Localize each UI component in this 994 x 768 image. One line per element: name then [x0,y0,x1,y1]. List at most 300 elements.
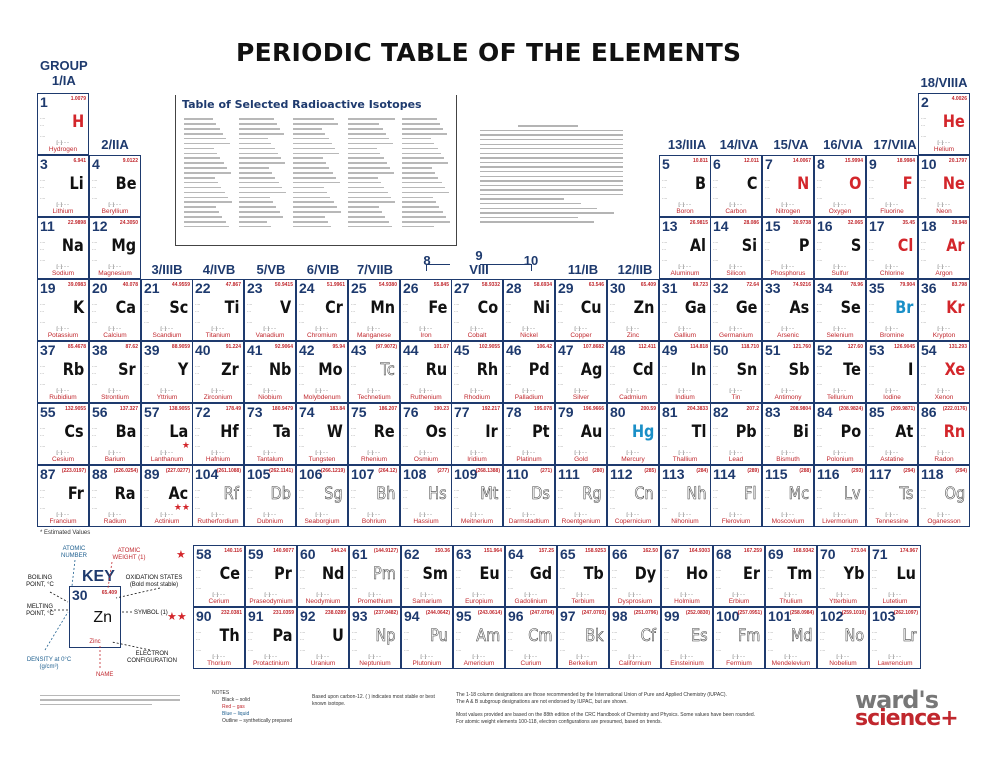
atomic-number: 95 [456,608,472,624]
element-cell-mo[interactable] [296,341,348,403]
element-cell-se[interactable] [814,279,866,341]
element-cell-cm[interactable] [505,607,557,669]
atomic-weight: 158.9253 [585,548,606,554]
element-cell-bi[interactable] [762,403,814,465]
element-cell-in[interactable] [659,341,711,403]
boiling-point: ···· [92,426,98,431]
element-cell-sn[interactable] [710,341,762,403]
element-cell-sb[interactable] [762,341,814,403]
element-cell-mt[interactable] [451,465,503,527]
density: ···· [610,444,616,449]
element-cell-la[interactable] [141,403,193,465]
element-symbol: Na [62,236,84,256]
isotope-row [293,192,327,194]
atomic-number: 4 [92,156,100,172]
element-symbol: P [798,236,809,256]
atomic-weight: 164.9303 [689,548,710,554]
element-cell-no[interactable] [817,607,869,669]
element-cell-be[interactable] [89,155,141,217]
element-symbol: O [848,174,861,194]
atomic-number: 107 [351,466,375,482]
element-name: Cadmium [619,394,647,401]
element-cell-p[interactable] [762,217,814,279]
atomic-number: 102 [820,608,844,624]
element-cell-k[interactable] [37,279,89,341]
element-cell-sr[interactable] [89,341,141,403]
estimated-values-note: * Estimated Values [40,530,91,536]
melting-point: ··· [921,309,925,314]
atomic-number: 49 [662,342,678,358]
element-cell-bk[interactable] [557,607,609,669]
boiling-point: ···· [765,240,771,245]
atomic-number: 1 [40,94,48,110]
atomic-weight: (262.1097) [893,610,918,616]
element-cell-ra[interactable] [89,465,141,527]
density: ···· [664,648,670,653]
element-cell-ne[interactable] [918,155,970,217]
element-name: Lithium [52,208,74,215]
element-cell-gd[interactable] [505,545,557,607]
element-cell-ts[interactable] [866,465,918,527]
atomic-weight: 231.0359 [273,610,294,616]
atomic-weight: (226.0254) [113,468,138,474]
element-cell-li[interactable] [37,155,89,217]
isotope-column [348,115,396,241]
density: ···· [196,586,202,591]
element-cell-lr[interactable] [869,607,921,669]
electron-configuration: [··]····· [470,388,484,393]
element-cell-ho[interactable] [661,545,713,607]
boiling-point: ···· [765,178,771,183]
atomic-weight: 18.9984 [896,158,915,164]
element-name: Vanadium [255,332,285,339]
atomic-number: 41 [247,342,263,358]
electron-configuration: [··]····· [833,264,847,269]
element-cell-db[interactable] [244,465,296,527]
element-cell-hs[interactable] [400,465,452,527]
boiling-point: ···· [872,568,878,573]
atomic-weight: (262.1141) [269,468,293,474]
element-cell-fl[interactable] [710,465,762,527]
atomic-weight: 91.224 [225,344,241,350]
density: ···· [454,382,460,387]
element-cell-ga[interactable] [659,279,711,341]
element-symbol: Pu [430,626,448,646]
element-cell-mn[interactable] [348,279,400,341]
melting-point: ··· [456,637,460,642]
isotope-row [402,187,445,189]
group-label: VIII [469,262,489,277]
electron-configuration: [··]····· [626,512,640,517]
element-name: Chlorine [879,270,905,277]
element-symbol: Bk [585,626,604,646]
element-name: Molybdenum [303,394,341,401]
element-cell-lv[interactable] [814,465,866,527]
element-cell-nb[interactable] [244,341,296,403]
element-cell-pm[interactable] [349,545,401,607]
element-cell-he[interactable] [918,93,970,155]
atomic-weight: 79.904 [899,282,915,288]
element-cell-lu[interactable] [869,545,921,607]
element-name: Plutonium [412,660,442,667]
element-cell-zr[interactable] [192,341,244,403]
melting-point: ··· [299,309,303,314]
group-label: 6/VIB [306,262,340,277]
melting-point: ··· [765,433,769,438]
boiling-point: ···· [195,426,201,431]
atomic-number: 87 [40,466,56,482]
element-cell-yb[interactable] [817,545,869,607]
boiling-point: ···· [299,364,305,369]
element-cell-ru[interactable] [400,341,452,403]
electron-configuration: [··]····· [937,326,951,331]
isotope-row [348,177,378,179]
element-cell-ac[interactable] [141,465,193,527]
element-cell-cf[interactable] [609,607,661,669]
isotope-row [293,167,329,169]
element-symbol: Fl [744,484,757,504]
boiling-point: ···· [921,116,927,121]
element-cell-cn[interactable] [607,465,659,527]
element-cell-zn[interactable] [607,279,659,341]
melting-point: ··· [817,371,821,376]
element-cell-ba[interactable] [89,403,141,465]
melting-point: ··· [144,433,148,438]
element-cell-mg[interactable] [89,217,141,279]
electron-configuration: [··]····· [211,512,225,517]
element-symbol: In [690,360,706,380]
element-symbol: Lv [844,484,861,504]
element-cell-ca[interactable] [89,279,141,341]
atomic-number: 28 [506,280,522,296]
boiling-point: ···· [558,488,564,493]
melting-point: ··· [921,185,925,190]
element-symbol: Au [580,422,602,442]
element-cell-mc[interactable] [762,465,814,527]
atomic-number: 103 [872,608,896,624]
melting-point: ··· [921,495,925,500]
atomic-number: 97 [560,608,576,624]
atomic-number: 116 [817,466,840,482]
element-cell-ds[interactable] [503,465,555,527]
element-cell-fm[interactable] [713,607,765,669]
element-cell-th[interactable] [193,607,245,669]
element-cell-cu[interactable] [555,279,607,341]
density: ···· [817,320,823,325]
isotope-column [293,115,341,241]
element-cell-o[interactable] [814,155,866,217]
isotope-row [239,182,279,184]
atomic-number: 56 [92,404,108,420]
element-name: Potassium [47,332,79,339]
melting-point: ··· [872,575,876,580]
element-cell-pa[interactable] [245,607,297,669]
element-cell-np[interactable] [349,607,401,669]
element-cell-ar[interactable] [918,217,970,279]
boiling-point: ···· [352,568,358,573]
element-cell-cr[interactable] [296,279,348,341]
element-cell-tm[interactable] [765,545,817,607]
element-cell-cd[interactable] [607,341,659,403]
melting-point: ··· [713,371,717,376]
atomic-number: 67 [664,546,680,562]
element-name: Moscovium [771,518,805,525]
electron-configuration: [··]····· [781,202,795,207]
atomic-weight: 137.327 [119,406,138,412]
element-name: Phosphorus [770,270,806,277]
key-symbol: Zn [93,609,112,626]
isotope-row [348,201,395,203]
boiling-point: ···· [92,302,98,307]
isotope-row [184,187,221,189]
element-cell-cl[interactable] [866,217,918,279]
electron-configuration: [··]····· [108,450,122,455]
element-cell-nh[interactable] [659,465,711,527]
element-symbol: Ra [115,484,136,504]
boiling-point: ···· [612,568,618,573]
element-cell-cs[interactable] [37,403,89,465]
notes-line [480,198,564,199]
element-cell-na[interactable] [37,217,89,279]
atomic-number: 104 [195,466,219,482]
element-name: Krypton [932,332,956,339]
element-cell-eu[interactable] [453,545,505,607]
isotope-row [239,167,269,169]
element-cell-w[interactable] [296,403,348,465]
isotope-row [184,138,226,140]
element-cell-as[interactable] [762,279,814,341]
element-cell-br[interactable] [866,279,918,341]
atomic-weight: 40.078 [122,282,138,288]
element-cell-te[interactable] [814,341,866,403]
electron-configuration: [··]····· [833,202,847,207]
electron-configuration: [··]····· [729,450,743,455]
electron-configuration: [··]····· [368,654,382,659]
element-cell-f[interactable] [866,155,918,217]
element-symbol: Ca [115,298,136,318]
atomic-number: 98 [612,608,628,624]
element-cell-sg[interactable] [296,465,348,527]
melting-point: ··· [817,247,821,252]
element-name: Silver [572,394,590,401]
density: ···· [40,258,46,263]
element-cell-er[interactable] [713,545,765,607]
isotope-row [239,211,280,213]
isotope-row [402,128,443,130]
element-cell-bh[interactable] [348,465,400,527]
element-name: Zinc [626,332,640,339]
element-cell-c[interactable] [710,155,762,217]
element-cell-pb[interactable] [710,403,762,465]
element-cell-fr[interactable] [37,465,89,527]
element-cell-b[interactable] [659,155,711,217]
element-symbol: Db [270,484,291,504]
element-cell-h[interactable] [37,93,89,155]
boiling-point: ···· [765,302,771,307]
density: ···· [558,444,564,449]
element-cell-re[interactable] [348,403,400,465]
element-cell-i[interactable] [866,341,918,403]
atomic-weight: 195.078 [533,406,552,412]
element-cell-rg[interactable] [555,465,607,527]
isotope-row [293,177,336,179]
density: ···· [403,320,409,325]
element-cell-y[interactable] [141,341,193,403]
melting-point: ··· [508,637,512,642]
element-cell-co[interactable] [451,279,503,341]
melting-point: ··· [558,495,562,500]
notes-line [480,208,597,209]
isotope-row [184,221,226,223]
boiling-point: ···· [872,630,878,635]
f-block-star-marker: ★ [176,549,186,561]
element-name: Niobium [258,394,282,401]
isotope-row [239,192,286,194]
density: ···· [195,382,201,387]
element-cell-pu[interactable] [401,607,453,669]
density: ···· [144,320,150,325]
atomic-weight: 39.948 [951,220,967,226]
element-cell-sm[interactable] [401,545,453,607]
melting-point: ··· [40,247,44,252]
element-cell-rn[interactable] [918,403,970,465]
element-cell-v[interactable] [244,279,296,341]
element-cell-tc[interactable] [348,341,400,403]
boiling-point: ···· [351,426,357,431]
element-cell-tb[interactable] [557,545,609,607]
element-cell-tl[interactable] [659,403,711,465]
element-cell-rh[interactable] [451,341,503,403]
note-item: Black – solid [222,697,251,703]
element-cell-ir[interactable] [451,403,503,465]
element-symbol: Sr [118,360,136,380]
element-cell-ta[interactable] [244,403,296,465]
element-symbol: Cf [640,626,656,646]
element-cell-hf[interactable] [192,403,244,465]
element-cell-md[interactable] [765,607,817,669]
element-cell-u[interactable] [297,607,349,669]
element-cell-ag[interactable] [555,341,607,403]
electron-configuration: [··]····· [781,264,795,269]
density: ···· [456,648,462,653]
boiling-point: ···· [196,568,202,573]
element-cell-og[interactable] [918,465,970,527]
electron-configuration: [··]····· [626,450,640,455]
element-cell-pr[interactable] [245,545,297,607]
melting-point: ··· [662,433,666,438]
atomic-weight: 32.065 [847,220,863,226]
element-cell-pt[interactable] [503,403,555,465]
electron-configuration: [··]····· [108,388,122,393]
atomic-number: 72 [195,404,211,420]
boiling-point: ···· [765,364,771,369]
element-cell-rb[interactable] [37,341,89,403]
element-cell-ce[interactable] [193,545,245,607]
element-name: Uranium [310,660,336,667]
element-cell-hg[interactable] [607,403,659,465]
element-name: Promethium [357,598,393,605]
electron-configuration: [··]····· [574,326,588,331]
density: ···· [247,320,253,325]
electron-configuration: [··]····· [885,326,899,331]
melting-point: ··· [664,575,668,580]
element-cell-au[interactable] [555,403,607,465]
element-cell-am[interactable] [453,607,505,669]
element-cell-al[interactable] [659,217,711,279]
atomic-weight: (247.0703) [581,610,606,616]
element-cell-n[interactable] [762,155,814,217]
isotope-row [293,197,330,199]
notes-line [480,185,623,186]
electron-configuration: [··]····· [680,654,694,659]
atomic-weight: 208.9804 [790,406,811,412]
element-cell-ni[interactable] [503,279,555,341]
element-cell-xe[interactable] [918,341,970,403]
element-name: Astatine [880,456,904,463]
iupac-note-line-1: The 1-18 column designations are those recommended by the International Union of Pure and Applied Chemistry (IUPAC). [456,692,727,698]
melting-point: ··· [612,637,616,642]
element-cell-kr[interactable] [918,279,970,341]
element-cell-dy[interactable] [609,545,661,607]
element-cell-pd[interactable] [503,341,555,403]
atomic-weight: 28.086 [743,220,759,226]
element-cell-ti[interactable] [192,279,244,341]
atomic-number: 58 [196,546,212,562]
element-cell-fe[interactable] [400,279,452,341]
element-cell-sc[interactable] [141,279,193,341]
element-cell-s[interactable] [814,217,866,279]
notes-line [480,212,614,213]
element-symbol: Tl [691,422,706,442]
density: ···· [40,382,46,387]
element-cell-nd[interactable] [297,545,349,607]
atomic-weight: (222.0176) [942,406,967,412]
note-item: Outline – synthetically prepared [222,718,293,724]
key-atomic-weight-label: ATOMIC WEIGHT (1) [112,548,146,561]
melting-point: ··· [558,309,562,314]
element-cell-rf[interactable] [192,465,244,527]
melting-point: ··· [713,495,717,500]
element-symbol: Lr [902,626,916,646]
element-cell-ge[interactable] [710,279,762,341]
density: ···· [872,648,878,653]
electron-configuration: [··]····· [56,512,70,517]
electron-configuration: [··]····· [56,202,70,207]
melting-point: ··· [40,371,44,376]
density: ···· [765,258,771,263]
atomic-weight: (271) [540,468,552,474]
element-cell-at[interactable] [866,403,918,465]
element-cell-os[interactable] [400,403,452,465]
density: ···· [716,586,722,591]
element-name: Livermorium [822,518,858,525]
element-cell-si[interactable] [710,217,762,279]
group-label: 10 [523,253,539,268]
element-name: Copper [570,332,592,339]
atomic-weight: 131.293 [948,344,967,350]
boiling-point: ···· [506,488,512,493]
boiling-point: ···· [921,426,927,431]
element-name: Neon [936,208,952,215]
element-cell-es[interactable] [661,607,713,669]
logo-science: science+ [855,706,958,731]
electron-configuration: [··]····· [419,326,433,331]
element-cell-po[interactable] [814,403,866,465]
density: ···· [817,444,823,449]
element-symbol: Sn [736,360,757,380]
atomic-number: 83 [765,404,781,420]
element-symbol: Ge [735,298,757,318]
